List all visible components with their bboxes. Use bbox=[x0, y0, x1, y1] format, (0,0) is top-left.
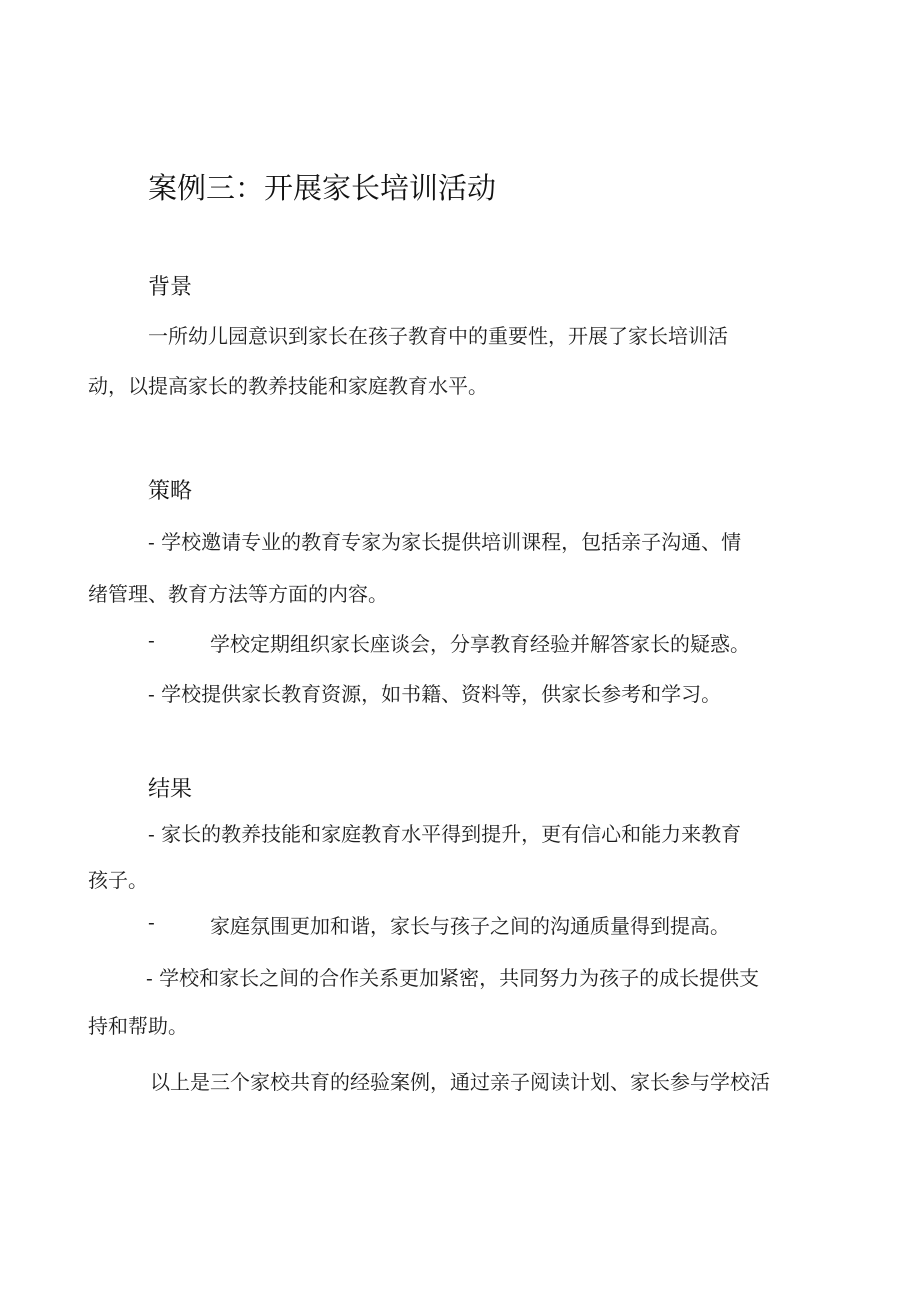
results-item-line: 孩子。 bbox=[88, 868, 148, 892]
results-item-line: 家庭氛围更加和谐，家长与孩子之间的沟通质量得到提高。 bbox=[210, 914, 730, 938]
background-paragraph-line: 动，以提高家长的教养技能和家庭教育水平。 bbox=[88, 374, 488, 398]
results-item-line: 持和帮助。 bbox=[88, 1014, 188, 1038]
strategy-item-bullet: - bbox=[148, 628, 155, 652]
background-heading: 背景 bbox=[148, 275, 193, 300]
strategy-item-line: - 学校提供家长教育资源，如书籍、资料等，供家长参考和学习。 bbox=[148, 682, 722, 706]
strategy-item-line: 绪管理、教育方法等方面的内容。 bbox=[88, 582, 388, 606]
results-item-bullet: - bbox=[148, 910, 155, 934]
results-item-line: - 家长的教养技能和家庭教育水平得到提升，更有信心和能力来教育 bbox=[148, 822, 742, 846]
conclusion-paragraph-line: 以上是三个家校共育的经验案例，通过亲子阅读计划、家长参与学校活 bbox=[150, 1070, 770, 1094]
page-title: 案例三：开展家长培训活动 bbox=[148, 171, 497, 205]
strategy-item-line: - 学校邀请专业的教育专家为家长提供培训课程，包括亲子沟通、情 bbox=[148, 530, 742, 554]
strategy-heading: 策略 bbox=[148, 479, 193, 504]
strategy-item-line: 学校定期组织家长座谈会，分享教育经验并解答家长的疑惑。 bbox=[210, 632, 750, 656]
results-heading: 结果 bbox=[148, 777, 193, 802]
background-paragraph-line: 一所幼儿园意识到家长在孩子教育中的重要性，开展了家长培训活 bbox=[148, 324, 728, 348]
results-item-line: - 学校和家长之间的合作关系更加紧密，共同努力为孩子的成长提供支 bbox=[146, 966, 760, 990]
